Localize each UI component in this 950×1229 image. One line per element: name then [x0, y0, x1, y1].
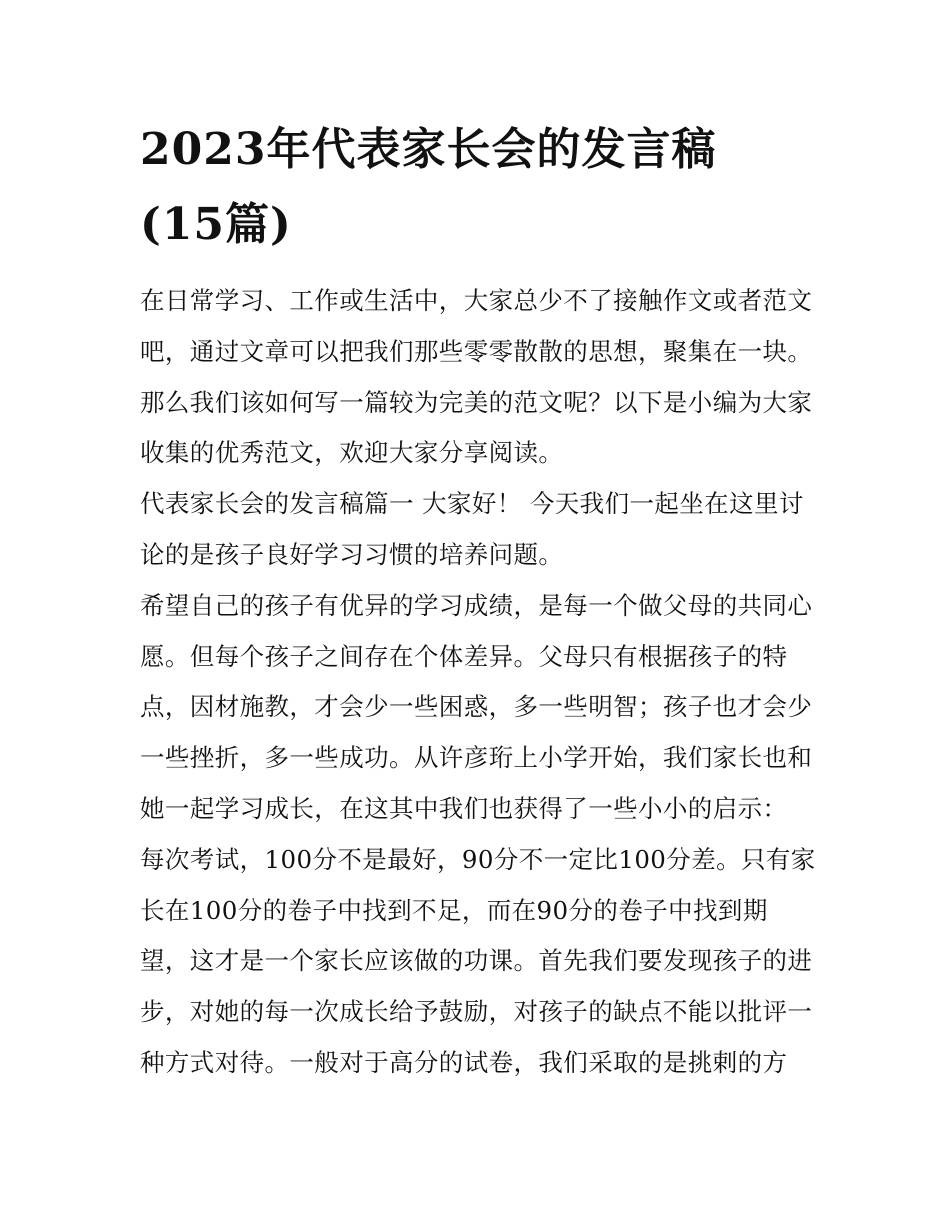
body-text-line: 那么我们该如何写一篇较为完美的范文呢？以下是小编为大家: [140, 387, 813, 417]
body-text-line: 种方式对待。一般对于高分的试卷，我们采取的是挑剌的方: [140, 1047, 788, 1077]
body-text-line: 点，因材施教，才会少一些困惑，多一些明智；孩子也才会少: [140, 692, 813, 722]
body-text-line: 希望自己的孩子有优异的学习成绩，是每一个做父母的共同心: [140, 590, 813, 620]
body-text-line: 步，对她的每一次成长给予鼓励，对孩子的缺点不能以批评一: [140, 997, 813, 1027]
document-body: [140, 276, 820, 1089]
body-text-line: 愿。但每个孩子之间存在个体差异。父母只有根据孩子的特: [140, 641, 788, 671]
body-text-line: 每次考试，100分不是最好，90分不一定比100分差。只有家: [140, 844, 816, 874]
body-text-line: 收集的优秀范文，欢迎大家分享阅读。: [140, 438, 564, 468]
body-text-line: 在日常学习、工作或生活中，大家总少不了接触作文或者范文: [140, 286, 813, 315]
body-text-line: 论的是孩子良好学习习惯的培养问题。: [140, 539, 564, 569]
body-text-line: 长在100分的卷子中找到不足，而在90分的卷子中找到期: [140, 895, 768, 925]
body-text-line: 望，这才是一个家长应该做的功课。首先我们要发现孩子的进: [140, 946, 813, 976]
title-line: 2023年代表家长会的发言稿: [140, 124, 717, 175]
body-text-line: 一些挫折，多一些成功。从许彦珩上小学开始，我们家长也和: [140, 743, 813, 773]
document-title: [140, 112, 820, 262]
body-text-line: 吧，通过文章可以把我们那些零零散散的思想，聚集在一块。: [140, 336, 813, 366]
title-line: (15篇): [140, 199, 292, 250]
body-text-line: 代表家长会的发言稿篇一 大家好！ 今天我们一起坐在这里讨: [140, 489, 804, 519]
body-text-line: 她一起学习成长，在这其中我们也获得了一些小小的启示：: [140, 793, 788, 823]
